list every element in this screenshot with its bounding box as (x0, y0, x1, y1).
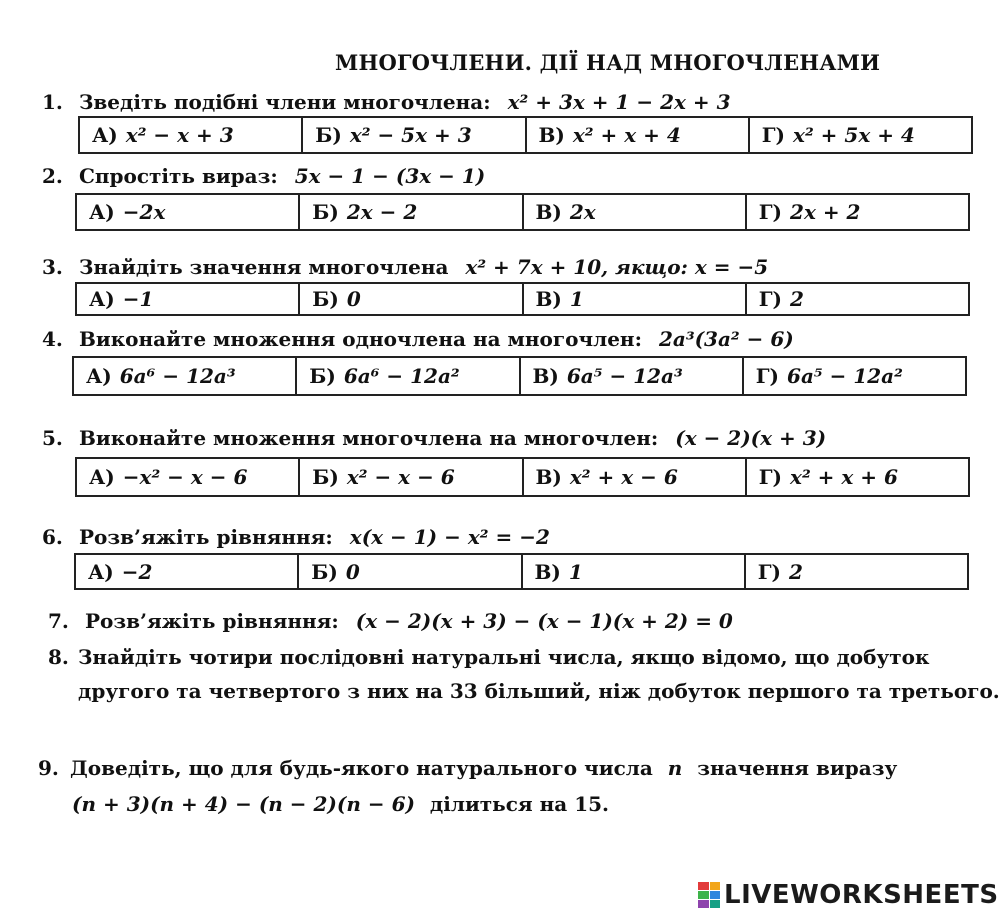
option-label: А) (89, 200, 115, 224)
question-1 (42, 90, 731, 114)
answer-options-3 (75, 282, 970, 316)
option-c[interactable] (527, 118, 750, 152)
question-number: 6. (42, 525, 63, 549)
question-5 (42, 426, 826, 450)
option-value: −2x (122, 200, 166, 224)
option-value: 1 (569, 287, 584, 311)
option-value: x² − x − 6 (346, 465, 455, 489)
option-value: 2 (789, 559, 803, 584)
logo-icon (698, 882, 720, 908)
question-7 (48, 609, 733, 633)
option-label: А) (89, 287, 115, 311)
option-label: Г) (758, 200, 783, 224)
option-c[interactable] (524, 459, 747, 495)
question-expression: 2a³(3a² − 6) (658, 327, 794, 351)
question-3 (42, 255, 768, 279)
question-text: Зведіть подібні члени многочлена: (78, 90, 491, 114)
question-text-line-1b: значення виразу (697, 756, 898, 780)
option-d[interactable] (747, 195, 968, 229)
question-expression: (x − 2)(x + 3) − (x − 1)(x + 2) = 0 (355, 609, 733, 633)
option-b[interactable] (297, 358, 520, 394)
option-c[interactable] (524, 195, 747, 229)
question-number: 4. (42, 327, 63, 351)
option-value: 0 (345, 559, 360, 584)
option-value: 2x + 2 (790, 200, 861, 224)
option-value: −2 (121, 559, 153, 584)
option-label: А) (92, 123, 118, 147)
question-number: 3. (42, 255, 63, 279)
option-label: В) (534, 559, 561, 584)
option-a[interactable] (76, 555, 299, 588)
option-d[interactable] (747, 459, 968, 495)
option-value: x² + x − 6 (569, 465, 678, 489)
option-d[interactable] (746, 555, 967, 588)
question-text: Розв’яжіть рівняння: (78, 525, 333, 549)
question-number: 7. (48, 609, 69, 633)
question-expression: x(x − 1) − x² = −2 (349, 525, 550, 549)
option-value: 2x − 2 (346, 200, 418, 224)
option-label: Г) (761, 123, 786, 147)
option-label: Г) (758, 287, 783, 311)
option-label: Б) (312, 200, 339, 224)
option-value: 6a⁵ − 12a³ (566, 364, 683, 388)
question-expression: 5x − 1 − (3x − 1) (294, 164, 486, 188)
option-label: В) (535, 465, 562, 489)
question-text: Спростіть вираз: (78, 164, 278, 188)
option-label: А) (86, 364, 112, 388)
question-text-line-2: ділиться на 15. (429, 792, 610, 816)
option-value: 2 (790, 287, 804, 311)
question-text-line-1: Знайдіть чотири послідовні натуральні числа, якщо відомо, що добуток (78, 645, 930, 669)
answer-options-1 (78, 116, 973, 154)
option-label: Б) (312, 465, 339, 489)
answer-options-5 (75, 457, 970, 497)
option-a[interactable] (77, 284, 300, 314)
variable-n: n (667, 756, 683, 780)
option-label: В) (535, 287, 562, 311)
option-a[interactable] (77, 195, 300, 229)
question-9-continued (72, 792, 609, 816)
question-9 (38, 756, 897, 780)
option-a[interactable] (80, 118, 303, 152)
option-b[interactable] (300, 284, 523, 314)
option-label: Б) (312, 287, 339, 311)
option-value: 0 (346, 287, 361, 311)
option-b[interactable] (300, 459, 523, 495)
option-label: А) (88, 559, 114, 584)
question-expression: x² + 7x + 10, якщо: x = −5 (465, 255, 769, 279)
question-4 (42, 327, 794, 351)
question-number: 2. (42, 164, 63, 188)
option-value: x² − 5x + 3 (349, 123, 472, 147)
option-value: x² + x + 6 (790, 465, 898, 489)
option-value: x² + x + 4 (572, 123, 681, 147)
option-value: 2x (569, 200, 596, 224)
question-8 (48, 645, 929, 669)
option-a[interactable] (74, 358, 297, 394)
option-c[interactable] (524, 284, 747, 314)
question-8-continued (78, 679, 1000, 703)
question-expression: (x − 2)(x + 3) (675, 426, 827, 450)
question-number: 1. (42, 90, 63, 114)
option-d[interactable] (750, 118, 971, 152)
option-value: x² − x + 3 (125, 123, 234, 147)
question-2 (42, 164, 485, 188)
option-value: 6a⁶ − 12a² (343, 364, 460, 388)
question-expression: (n + 3)(n + 4) − (n − 2)(n − 6) (72, 792, 415, 816)
option-value: 1 (568, 559, 583, 584)
option-label: Б) (311, 559, 338, 584)
question-number: 5. (42, 426, 63, 450)
question-number: 9. (38, 756, 59, 780)
option-label: Г) (758, 465, 783, 489)
question-text: Розв’яжіть рівняння: (84, 609, 339, 633)
answer-options-4 (72, 356, 967, 396)
question-number: 8. (48, 645, 69, 669)
option-value: 6a⁵ − 12a² (787, 364, 903, 388)
answer-options-6 (74, 553, 969, 590)
option-value: −x² − x − 6 (122, 465, 248, 489)
worksheet-title: МНОГОЧЛЕНИ. ДІЇ НАД МНОГОЧЛЕНАМИ (335, 50, 881, 75)
question-text-line-1a: Доведіть, що для будь-якого натурального числа (70, 756, 653, 780)
option-label: В) (535, 200, 562, 224)
option-value: x² + 5x + 4 (793, 123, 915, 147)
question-expression: x² + 3x + 1 − 2x + 3 (507, 90, 731, 114)
option-label: Б) (315, 123, 342, 147)
answer-options-2 (75, 193, 970, 231)
option-a[interactable] (77, 459, 300, 495)
question-text: Виконайте множення многочлена на многочлен: (78, 426, 659, 450)
option-label: Г) (755, 364, 780, 388)
option-label: А) (89, 465, 115, 489)
question-text-line-2: другого та четвертого з них на 33 більший, ніж добуток першого та третього. (78, 679, 1000, 703)
question-6 (42, 525, 550, 549)
liveworksheets-logo (698, 880, 999, 910)
option-d[interactable] (744, 358, 965, 394)
option-label: Г) (757, 559, 782, 584)
logo-text: LIVEWORKSHEETS (724, 880, 999, 910)
option-label: В) (538, 123, 565, 147)
option-c[interactable] (523, 555, 746, 588)
option-b[interactable] (300, 195, 523, 229)
option-b[interactable] (299, 555, 522, 588)
option-c[interactable] (521, 358, 744, 394)
question-text: Виконайте множення одночлена на многочлен: (78, 327, 642, 351)
option-d[interactable] (747, 284, 968, 314)
option-label: В) (532, 364, 559, 388)
option-value: −1 (122, 287, 154, 311)
option-label: Б) (309, 364, 336, 388)
option-b[interactable] (303, 118, 526, 152)
option-value: 6a⁶ − 12a³ (119, 364, 236, 388)
question-text: Знайдіть значення многочлена (78, 255, 449, 279)
